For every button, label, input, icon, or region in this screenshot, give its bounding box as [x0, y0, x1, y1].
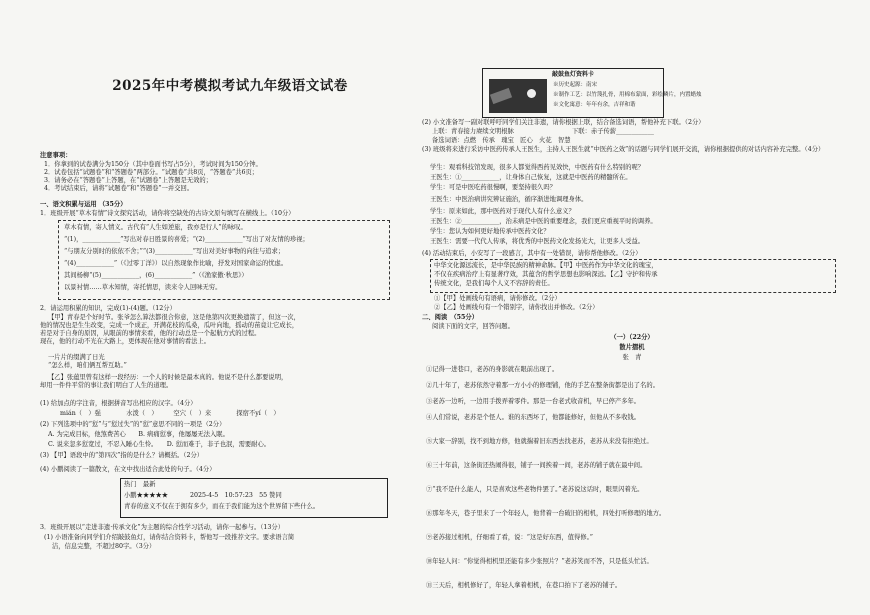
paragraph: ⑪三天后，相机修好了，年轻人拿着相机，在巷口拍下了老苏的铺子。 [426, 582, 622, 589]
notice-item: 1．你拿到的试卷满分为150分（其中卷面书写占5分），考试时间为150分钟。 [44, 161, 262, 168]
pinyin-row: mián（ ）强 水泼（ ） 空穴（ ）来 探宿不yí（ ） [60, 410, 280, 417]
couplet-top: 上联：青春接力赓续文明根脉 [432, 128, 514, 135]
notice-item: 4．考试结束后，请将“试题卷”和“答题卷”一并交回。 [44, 185, 194, 192]
paragraph: ④人们常说，老苏是个怪人。谁的东西坏了，他都能修好，但他从不多收钱。 [426, 414, 641, 421]
question-2: 2．请运用积累的知识，完成(1)-(4)题。（12分） [40, 305, 176, 312]
fish-lantern-image [489, 79, 547, 113]
passage-b-line: 【乙】张蕴里曾有这样一段经历：一个人的时候是最本真的。他说不是什么都要说明， [48, 374, 288, 381]
notice-item: 3．请务必在“答题卷”上答题，在“试题卷”上答题是无效的； [44, 177, 213, 184]
passage-a-line: 他的情况也是生生改变，完成一个成正，开满花枝的瓜桑，瓜叶向地，摇动的苗竟让它成长， [40, 322, 299, 329]
question-3-4: (4) 活动结束后，小安写了一段感言，其中有一处错误，请你帮他修改。（2分） [422, 250, 642, 257]
question-3: 3．班级开展以“走进非遗·传承文化”为主题的综合性学习活动，请你一起参与。（13分） [40, 524, 284, 531]
question-1: 1．班级开展“草木有情”诗文探究活动，请你将空缺处的古诗文原句填写在横线上。（10分） [40, 210, 295, 217]
comment-tabs: 热门 最新 [124, 481, 156, 488]
dialogue-line: 王医生：②____________，治未病是中医的重要理念，我们更应重视平时的调养。 [430, 218, 657, 225]
reading-intro: 阅读下面的文字，回答问题。 [432, 323, 514, 330]
question-3-2: (2) 小文准备写一副对联呼吁同学们关注非遗，请你根据上联，结合备选词语，帮他补充下联。（2分） [422, 119, 705, 126]
dialogue-line: 王医生：①____________，让身体自己恢复，这就是中医药的精髓所在。 [430, 174, 632, 181]
reflection-line: 中华文化源远流长，是中华民族的精神命脉。【甲】中医药作为中华文化的瑰宝， [434, 262, 658, 269]
paragraph: ⑧那年冬天，巷子里来了一个年轻人，他背着一台破旧的相机，四处打听修理的地方。 [426, 510, 666, 517]
option-row: C. 说来忽多愆宽过，不忍入睡心生怜。 D. 愆而难于，非子也泯，需要耐心。 [48, 441, 271, 448]
poem-line: “与朋友分别时的依依不舍；”“(3)____________”写出对美好事物的向往与追求； [64, 248, 285, 255]
poem-line: 以景衬情……草木知情，寄托情思，读来令人回味无穷。 [64, 284, 222, 291]
sub-question: ①【甲】处画线句有语病，请你修改。（2分） [434, 295, 561, 302]
passage-a-line: 【甲】青春是个好时节。张爷怎么算法都很合你意，这是他第四次更换遗箭了，但这一次， [48, 314, 300, 321]
card-title: 敲鼓鱼灯资料卡 [551, 71, 594, 78]
question-3-3: (3) 班级将来进行采访中医药传承人王医生，主持人王医生就“中医药之效”的话题与同学们展开交流，请你根据提供的对话内容补充完整。（4分） [422, 146, 825, 153]
comment-text: 青春的意义不仅在于拥有多少，而在于我们能为这个世界留下些什么。 [124, 503, 320, 510]
passage-a-line: 现在，他的行动不光在大路上，更体现在他对事情的看法上。 [40, 338, 211, 345]
sub-question: (3) 【甲】语段中的“第四次”指的是什么？请概括。（2分） [40, 452, 204, 459]
dialogue-line: 学生：您认为如何更好地传承中医药文化？ [430, 228, 550, 235]
paragraph: ②几十年了，老苏依然守着那一方小小的修理铺，他的手艺在整条街都是出了名的。 [426, 382, 659, 389]
word-options: 备选词语：点燃 传承 瑰宝 匠心 火花 智慧 [432, 137, 571, 144]
comment-user: 小鹏★★★★★ [124, 492, 169, 499]
paragraph: ①记得一进巷口，老苏的身影就在眼前出现了。 [426, 366, 559, 373]
reading-part: （一）（22分） [610, 334, 654, 341]
paragraph: ⑥三十年前，这条街还热闹得很，铺子一间挨着一间，老苏的铺子就在最中间。 [426, 462, 647, 469]
passage-a-line: 若是对于自身的原因，从眼前的事情来看，他的行动总是一个起航方式的过程。 [40, 330, 261, 337]
dialogue-line: 王医生：中医治病讲究辨证施治，循序渐进地调理身体。 [430, 196, 588, 203]
reading-title: 散片摺机 [619, 344, 645, 351]
card-item: ※文化寓意：年年有余，吉祥和谐 [553, 102, 636, 108]
dialogue-line: 学生：可是中医吃药很慢啊，要坚持很久吗？ [430, 184, 556, 191]
poem-line: 其间杨柳“(5)____________，(6)____________”（《渔家傲·秋思》） [64, 272, 248, 279]
poem-line: “(4)____________”（《过零丁洋》）以自然现象作比喻，抒发对国家命运的忧虑。 [64, 260, 288, 267]
section-heading: 二、阅读 （55分） [422, 314, 478, 321]
sub-question: (4) 小鹏阅读了一篇散文，在文中找出适合此处的句子。（4分） [40, 466, 216, 473]
material-card [482, 68, 702, 118]
paragraph: ③老苏一边听，一边用手拨弄着零件。那是一台老式收音机，早已停产多年。 [426, 398, 641, 405]
sub-question: ②【乙】处画线句有一个错别字，请你找出并修改。（2分） [434, 304, 599, 311]
paragraph: ⑩年轻人问：“你觉得相机里还能有多少张照片？”老苏笑而不答，只是低头忙活。 [426, 558, 653, 565]
reflection-line: 传统文化，是我们每个人义不容辞的责任。 [434, 280, 554, 287]
dialogue-line: 学生：原来如此，那中医药对于现代人有什么意义？ [430, 208, 575, 215]
poem-line: 草木有情，寄人情义。古代有“人生如逆旅，我亦是行人”的咏叹。 [64, 224, 247, 231]
card-item: ※制作工艺：以竹篾扎骨，用棉布蒙面，彩绘鳞片，内置蜡烛 [553, 92, 702, 98]
passage-a-line: “怎么样，咱们俩互帮互助。” [48, 362, 127, 369]
sub-question: (1) 给加点的字注音，根据拼音写出相应的汉字。（4分） [40, 400, 197, 407]
paragraph: ⑦“我不是什么能人，只是喜欢这些老物件罢了。”老苏说这话时，眼里闪着光。 [426, 486, 644, 493]
poem-line: “(1)，____________”写出对春日胜景的喜爱；“(2)____________”写出了对友情的珍视； [64, 236, 309, 243]
paragraph: ⑤大家一辞别，找不到地方修，他就揣着旧东西去找老苏，老苏从来没有拒绝过。 [426, 438, 653, 445]
paragraph: ⑨老苏接过相机，仔细看了看，说：“这是好东西，值得修。” [426, 534, 594, 541]
reading-author: 张 青 [622, 354, 642, 361]
passage-b-line: 却用一件件平常的事让我们明白了人生的道理。 [40, 382, 173, 389]
reflection-line: 不仅在疾病治疗上有显著疗效，其蕴含的哲学思想也影响深远。【乙】守护和传承 [434, 271, 658, 278]
passage-a-line: 一片片的缀满了日光 [48, 354, 105, 361]
exam-title: 2025年中考模拟考试九年级语文试卷 [112, 78, 348, 94]
sub-question: 洁，信息完整，不超过80字。（3分） [52, 543, 156, 550]
comment-time: 2025-4-5 10:57:23 55 赞同 [190, 492, 282, 499]
card-item: ※历史起源：南宋 [553, 82, 598, 88]
option-row: A. 为完成目标，他煞费苦心 B. 病痛愆事，他屡屡无法入眠。 [48, 431, 229, 438]
notice-heading: 注意事项： [40, 152, 72, 159]
sub-question: (1) 小语准备向同学们介绍敲鼓鱼灯，请你结合资料卡，帮他写一段推荐文字。要求语言简 [44, 534, 295, 541]
dialogue-line: 王医生：需要一代代人传承，将优秀的中医药文化发扬光大，让更多人受益。 [430, 238, 645, 245]
notice-item: 2．试卷包括“试题卷”和“答题卷”两部分。“试题卷”共8页，“答题卷”共6页； [44, 169, 259, 176]
dialogue-line: 学生：观看科技馆发现，很多人都觉得西药见效快，中医药有什么特别的呢？ [430, 164, 645, 171]
couplet-bottom: 下联：赤子传薪____________ [572, 128, 654, 135]
section-heading: 一、语文积累与运用 （35分） [40, 201, 127, 208]
sub-question: (2) 下列选项中的“愆”与“愆过失”的“愆”意思不同的一项是（2分） [40, 421, 226, 428]
